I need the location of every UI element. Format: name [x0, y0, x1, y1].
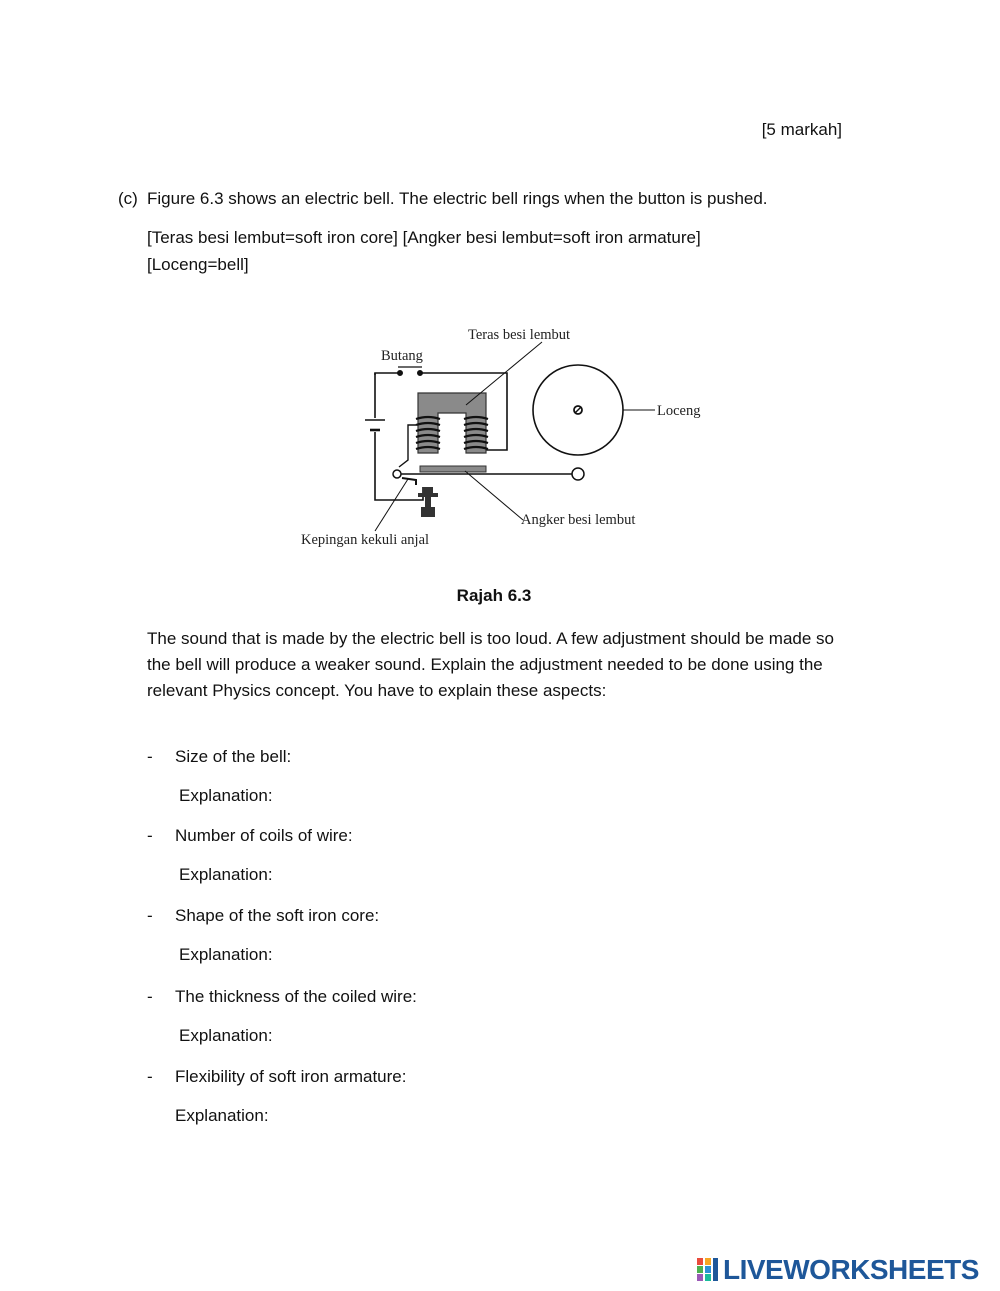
aspect-dash: -	[147, 906, 153, 925]
aspect-explanation: Explanation:	[179, 1026, 273, 1045]
translation-line-2: [Loceng=bell]	[147, 255, 249, 274]
aspect-dash: -	[147, 826, 153, 845]
contact-screw-base	[421, 507, 435, 517]
soft-iron-armature	[420, 466, 486, 472]
spring-strip	[402, 478, 416, 485]
label-spring: Kepingan kekuli anjal	[301, 532, 430, 548]
label-button: Butang	[381, 348, 423, 364]
aspect-core-shape: Shape of the soft iron core:	[175, 906, 380, 925]
aspect-armature-flexibility: Flexibility of soft iron armature:	[175, 1067, 407, 1086]
aspect-wire-thickness: The thickness of the coiled wire:	[175, 987, 417, 1006]
question-text: Figure 6.3 shows an electric bell. The electric bell rings when the button is pushed.	[147, 189, 768, 208]
aspect-explanation: Explanation:	[175, 1106, 269, 1125]
hammer-head	[572, 468, 584, 480]
button-contact-right	[418, 371, 422, 375]
marks-label: [5 markah]	[761, 120, 842, 139]
liveworksheets-icon	[697, 1258, 719, 1282]
contact-screw-top	[423, 487, 433, 493]
coil-lead	[399, 425, 416, 467]
liveworksheets-logo	[697, 1255, 997, 1285]
contact-screw-mid	[418, 493, 438, 497]
contact-screw-stem	[425, 497, 431, 507]
question-paragraph: The sound that is made by the electric bell is too loud. A few adjustment should be made so the bell will produce a weaker sound. Explain the adjustment needed to be done using the relevant Physics concept. You have to explain these aspects:	[147, 629, 835, 700]
liveworksheets-text: LIVEWORKSHEETS	[723, 1254, 979, 1285]
aspect-explanation: Explanation:	[179, 865, 273, 884]
aspect-size-of-bell: Size of the bell:	[175, 747, 292, 766]
aspect-dash: -	[147, 747, 153, 766]
translation-line-1: [Teras besi lembut=soft iron core] [Angker besi lembut=soft iron armature]	[147, 228, 701, 247]
circuit-wire-left	[375, 373, 400, 418]
label-bell: Loceng	[657, 403, 701, 419]
aspect-number-of-coils: Number of coils of wire:	[175, 826, 353, 845]
label-core: Teras besi lembut	[468, 327, 571, 343]
aspect-dash: -	[147, 987, 153, 1006]
figure-caption: Rajah 6.3	[456, 586, 532, 605]
aspect-explanation: Explanation:	[179, 945, 273, 964]
question-label: (c)	[118, 189, 138, 208]
pivot	[393, 470, 401, 478]
electric-bell-diagram	[290, 315, 720, 560]
leader-armature	[465, 471, 523, 520]
aspect-explanation: Explanation:	[179, 786, 273, 805]
leader-spring	[375, 479, 408, 531]
aspect-dash: -	[147, 1067, 153, 1086]
button-contact-left	[398, 371, 402, 375]
label-armature: Angker besi lembut	[521, 512, 636, 528]
